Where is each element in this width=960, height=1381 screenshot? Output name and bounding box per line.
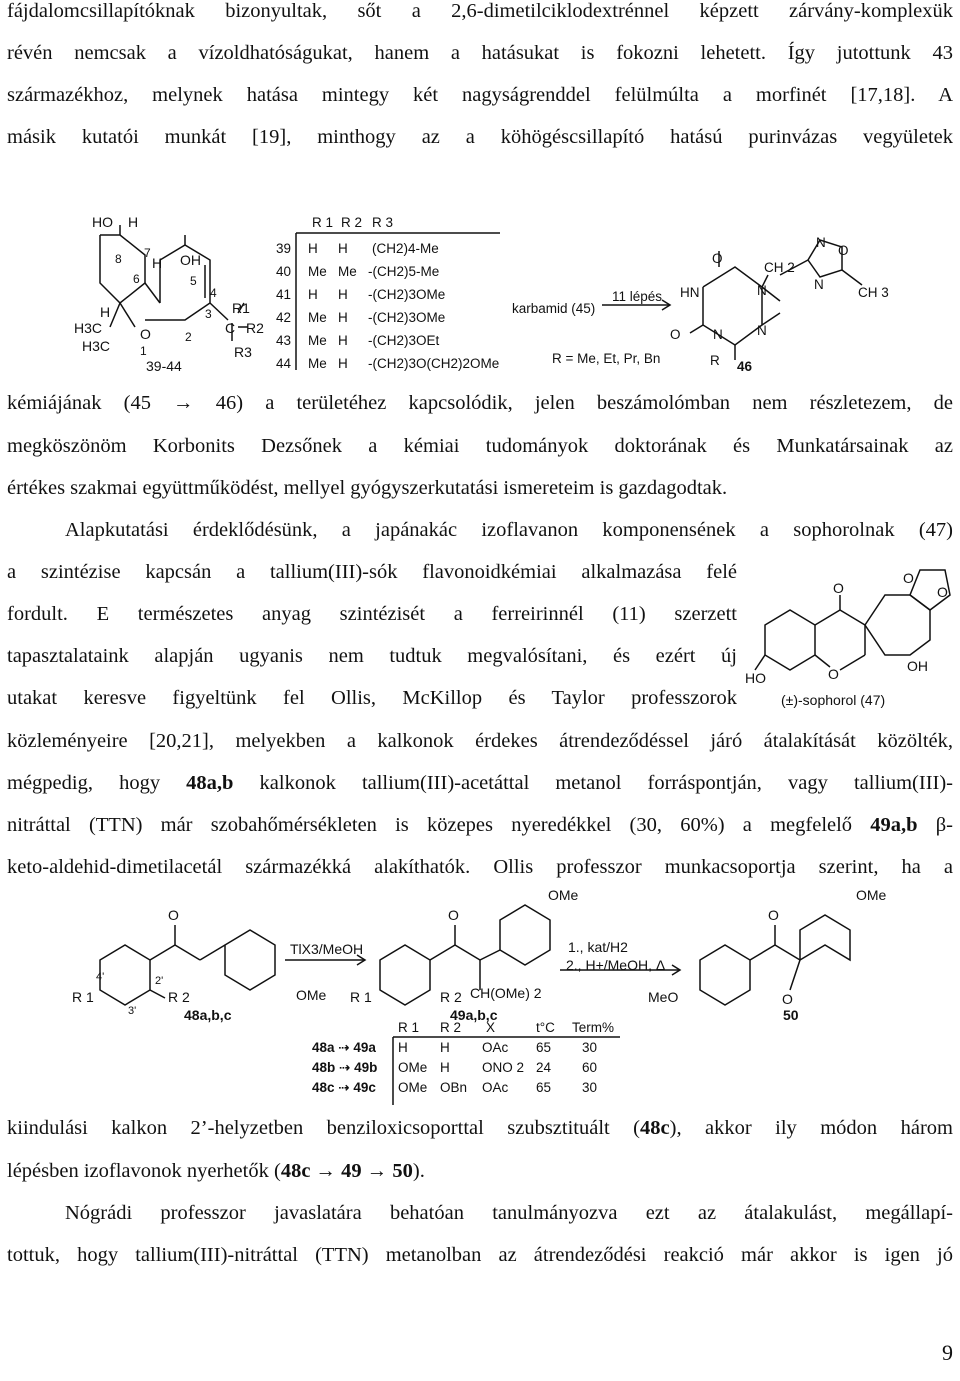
text-line: a szintézise kapcsán a tallium(III)-sók flavonoidkémiai alkalmazása felé (7, 561, 737, 583)
svg-text:OBn: OBn (440, 1080, 468, 1095)
svg-text:X: X (486, 1020, 496, 1035)
compound-49: 49a,b,c (450, 1007, 498, 1023)
text-fragment: mégpedig, hogy (7, 772, 187, 794)
sophorol-structure (745, 555, 955, 715)
compound-50: 50 (783, 1007, 799, 1023)
svg-text:OAc: OAc (482, 1080, 509, 1095)
svg-text:44: 44 (276, 356, 292, 371)
svg-text:HO: HO (745, 670, 766, 686)
text-fragment: β- (917, 814, 953, 836)
svg-text:R 2: R 2 (168, 989, 190, 1005)
text-line: fájdalomcsillapítóknak bizonyultak, sőt a 2,6-dimetilciklodextrénnel képzett zárvány-komplexük (7, 0, 953, 22)
svg-text:65: 65 (536, 1080, 552, 1095)
svg-text:Me: Me (308, 333, 327, 348)
svg-text:R 1: R 1 (398, 1020, 420, 1035)
svg-text:CH 2: CH 2 (764, 260, 795, 275)
svg-text:3': 3' (128, 1005, 137, 1017)
svg-text:-(CH2)3OEt: -(CH2)3OEt (368, 333, 440, 348)
svg-text:O: O (168, 907, 179, 923)
reagent-2b: 2., H+/MeOH, Δ (566, 957, 666, 973)
svg-text:OMe: OMe (548, 887, 579, 903)
svg-text:CH 3: CH 3 (858, 285, 889, 300)
svg-text:O: O (768, 907, 779, 923)
compound-ref: 48c (640, 1117, 670, 1139)
svg-text:48b ⇢ 49b: 48b ⇢ 49b (312, 1060, 378, 1075)
svg-text:R 2: R 2 (440, 1020, 462, 1035)
text-fragment: 46) a területéhez kapcsolódik, jelen beszámolómban nem részletezem, de (193, 392, 954, 414)
svg-text:R 2: R 2 (440, 989, 462, 1005)
text-line (7, 1160, 953, 1183)
svg-text:CH(OMe) 2: CH(OMe) 2 (470, 985, 542, 1001)
svg-text:41: 41 (276, 287, 292, 302)
svg-text:H: H (338, 310, 348, 325)
svg-text:(CH2)4-Me: (CH2)4-Me (372, 241, 439, 256)
compound-ref: 48c (280, 1160, 311, 1182)
svg-text:N: N (757, 323, 767, 338)
svg-text:H: H (338, 356, 348, 371)
svg-text:Term%: Term% (572, 1020, 615, 1035)
text-line: révén nemcsak a vízoldhatóságukat, hanem a hatásukat is fokozni lehetett. Így jutottunk 43 (7, 42, 953, 64)
svg-text:O: O (828, 666, 839, 682)
svg-text:-(CH2)3O(CH2)2OMe: -(CH2)3O(CH2)2OMe (368, 356, 500, 371)
svg-text:OMe: OMe (856, 887, 887, 903)
text-line: származékhoz, melynek hatása mintegy két nagyságrenddel felülmúlta a morfinét [17,18]. A (7, 84, 953, 106)
text-line: tottuk, hogy tallium(III)-nitráttal (TTN) metanolban az átrendeződési reakció már akkor is igen jó (7, 1244, 953, 1266)
text-line (7, 772, 953, 795)
svg-text:39-44: 39-44 (146, 358, 182, 374)
compound-ref: 49a,b (870, 814, 918, 836)
svg-text:OMe: OMe (398, 1060, 428, 1075)
text-line (7, 1117, 953, 1140)
text-line: értékes szakmai együttműködést, mellyel gyógyszerkutatási ismereteim is gazdagodtak. (7, 477, 728, 499)
svg-text:O: O (782, 991, 793, 1007)
svg-text:O: O (838, 243, 849, 258)
svg-text:3: 3 (205, 307, 212, 321)
svg-text:48a ⇢ 49a: 48a ⇢ 49a (312, 1040, 376, 1055)
svg-text:R3: R3 (234, 344, 252, 360)
scheme2-table (312, 1020, 614, 1095)
svg-text:R: R (710, 353, 720, 368)
svg-text:O: O (140, 326, 151, 342)
svg-text:-(CH2)3OMe: -(CH2)3OMe (368, 310, 446, 325)
svg-text:H: H (398, 1040, 408, 1055)
svg-text:R 2: R 2 (341, 215, 363, 230)
svg-text:5: 5 (190, 274, 197, 288)
svg-text:-(CH2)3OMe: -(CH2)3OMe (368, 287, 446, 302)
svg-text:H: H (308, 287, 318, 302)
text-fragment: ). (412, 1160, 425, 1182)
svg-text:OAc: OAc (482, 1040, 509, 1055)
svg-text:t°C: t°C (536, 1020, 555, 1035)
svg-text:R 1: R 1 (312, 215, 334, 230)
text-fragment: lépésben izoflavonok nyerhetők ( (7, 1160, 281, 1182)
text-line: fordult. E természetes anyag szintézisét a ferreirinnél (11) szerzett (7, 603, 737, 625)
svg-text:O: O (448, 907, 459, 923)
svg-text:H: H (128, 214, 139, 230)
svg-text:R 3: R 3 (372, 215, 394, 230)
arrow: → (361, 1160, 393, 1182)
svg-text:H: H (440, 1060, 450, 1075)
svg-text:ONO 2: ONO 2 (482, 1060, 525, 1075)
reagent-1: TlX3/MeOH (290, 941, 364, 957)
svg-text:H: H (308, 241, 318, 256)
svg-text:R1: R1 (232, 300, 250, 316)
svg-text:C: C (225, 320, 236, 336)
compound-ref: 49 (341, 1160, 362, 1182)
compound-ref: 50 (392, 1160, 413, 1182)
svg-text:7: 7 (144, 246, 151, 260)
svg-text:N: N (814, 277, 824, 292)
svg-text:R = Me, Et, Pr, Bn: R = Me, Et, Pr, Bn (552, 351, 661, 366)
svg-text:H3C: H3C (74, 320, 103, 336)
svg-text:4': 4' (96, 971, 105, 983)
svg-text:Me: Me (308, 356, 327, 371)
page-number: 9 (942, 1340, 953, 1365)
svg-text:O: O (833, 580, 844, 596)
svg-text:8: 8 (115, 252, 122, 266)
svg-text:H: H (440, 1040, 450, 1055)
reagent-2a: 1., kat/H2 (568, 939, 628, 955)
svg-text:40: 40 (276, 264, 292, 279)
svg-text:1: 1 (140, 344, 147, 358)
svg-text:HO: HO (92, 214, 113, 230)
text-line (7, 392, 953, 415)
svg-text:N: N (816, 235, 826, 250)
svg-text:H: H (338, 333, 348, 348)
svg-text:60: 60 (582, 1060, 598, 1075)
svg-text:24: 24 (536, 1060, 552, 1075)
svg-text:OMe: OMe (398, 1080, 428, 1095)
svg-text:OH: OH (907, 658, 928, 674)
svg-text:2': 2' (155, 975, 164, 987)
svg-text:N: N (713, 327, 723, 342)
svg-text:11 lépés: 11 lépés (612, 289, 663, 304)
svg-text:39: 39 (276, 241, 292, 256)
svg-text:HN: HN (680, 285, 700, 300)
arrow: → (310, 1160, 342, 1182)
svg-text:OH: OH (180, 252, 201, 268)
svg-text:N: N (757, 283, 767, 298)
svg-text:-(CH2)5-Me: -(CH2)5-Me (368, 264, 440, 279)
text-line: tapasztalataink alapján ugyanis nem tudtuk megvalósítani, és ezért új (7, 645, 737, 667)
svg-text:O: O (712, 251, 723, 266)
svg-text:OMe: OMe (296, 987, 327, 1003)
svg-text:42: 42 (276, 310, 292, 325)
svg-text:H: H (100, 304, 111, 320)
svg-text:H3C: H3C (82, 338, 111, 354)
text-fragment: kiindulási kalkon 2’-helyzetben benziloxicsoporttal szubsztituált ( (7, 1117, 641, 1139)
text-fragment: nitráttal (TTN) már szobahőmérsékleten is közepes nyeredékkel (30, 60%) a megfelelő (7, 814, 871, 836)
text-line: Alapkutatási érdeklődésünk, a japánakác izoflavanon komponensének a sophorolnak (47) (65, 519, 953, 541)
svg-text:H: H (338, 287, 348, 302)
svg-text:O: O (903, 570, 914, 586)
svg-text:46: 46 (737, 359, 753, 374)
compound-48: 48a,b,c (184, 1007, 232, 1023)
text-fragment: kalkonok tallium(III)-acetáttal metanol forráspontján, vagy tallium(III)- (233, 772, 953, 794)
svg-text:R 1: R 1 (350, 989, 372, 1005)
svg-text:Me: Me (338, 264, 357, 279)
text-line: keto-aldehid-dimetilacetál származékká alakíthatók. Ollis professzor munkacsoportja szerint, ha a (7, 856, 953, 878)
svg-text:Me: Me (308, 264, 327, 279)
svg-text:H: H (338, 241, 348, 256)
svg-text:65: 65 (536, 1040, 552, 1055)
arrow: → (173, 392, 194, 414)
svg-text:H: H (152, 255, 163, 271)
sophorol-caption: (±)-sophorol (47) (781, 692, 886, 708)
text-line: közleményeire [20,21], melyekben a kalkonok érdekes átrendeződéssel járó átalakítását közölték, (7, 730, 953, 752)
svg-text:4: 4 (210, 286, 217, 300)
svg-text:30: 30 (582, 1040, 598, 1055)
svg-text:30: 30 (582, 1080, 598, 1095)
text-line: utakat keresve figyeltünk fel Ollis, McKillop és Taylor professzorok (7, 687, 737, 709)
text-line: megköszönöm Korbonits Dezsőnek a kémiai tudományok doktorának és Munkatársainak az (7, 435, 953, 457)
svg-text:6: 6 (133, 272, 140, 286)
text-line: Nógrádi professzor javaslatára behatóan tanulmányozva ezt az átalakulást, megállapí- (65, 1202, 953, 1224)
svg-text:O: O (670, 327, 681, 342)
text-line: másik kutatói munkát [19], minthogy az a köhögéscsillapító hatású purinvázas vegyületek (7, 126, 953, 148)
svg-text:karbamid (45): karbamid (45) (512, 301, 596, 316)
svg-text:R2: R2 (246, 320, 264, 336)
svg-text:48c ⇢ 49c: 48c ⇢ 49c (312, 1080, 376, 1095)
svg-text:Me: Me (308, 310, 327, 325)
svg-text:R 1: R 1 (72, 989, 94, 1005)
svg-text:2: 2 (185, 330, 192, 344)
text-fragment: kémiájának (45 (7, 392, 174, 414)
text-fragment: ), akkor ily módon három (669, 1117, 953, 1139)
scheme-chalcone-isoflavone (0, 880, 960, 1120)
svg-text:43: 43 (276, 333, 292, 348)
text-line (7, 814, 953, 837)
scheme-cannabinoid-purine (0, 205, 960, 380)
svg-text:O: O (937, 584, 948, 600)
svg-text:MeO: MeO (648, 989, 679, 1005)
compound-ref: 48a,b (186, 772, 234, 794)
